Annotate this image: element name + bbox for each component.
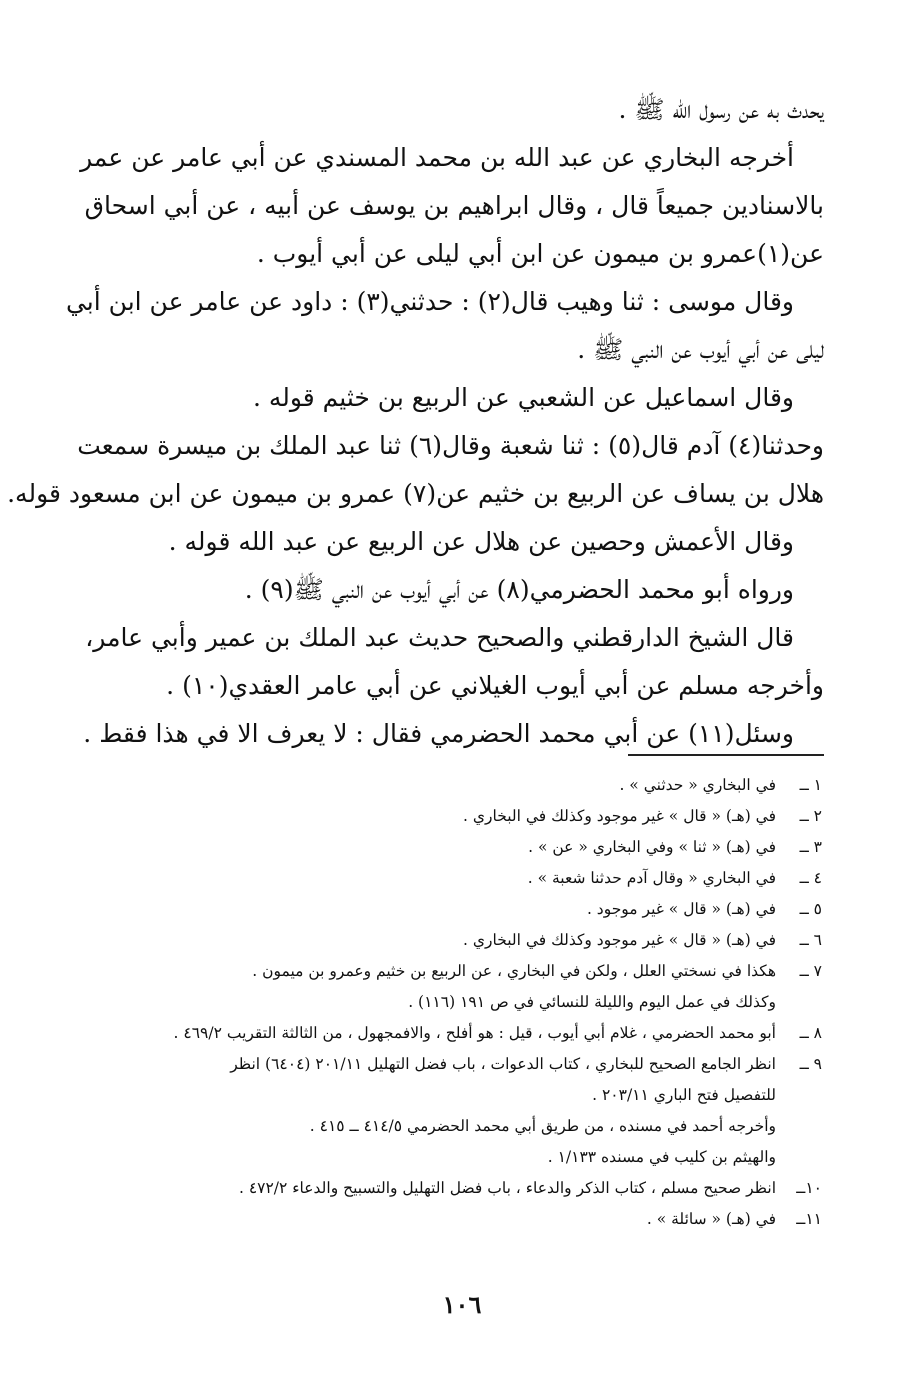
footnote-text: للتفصيل فتح الباري ٢٠٣/١١ .	[592, 1086, 776, 1104]
footnote-text: في (هـ) « سائلة » .	[646, 1210, 776, 1228]
footnote-continuation	[100, 987, 822, 1018]
footnote-text: في البخاري « وقال آدم حدثنا شعبة » .	[527, 869, 776, 887]
footnote-text: والهيثم بن كليب في مسنده ١/١٣٣ .	[547, 1148, 776, 1166]
footnote	[100, 770, 822, 801]
text-line: هلال بن يساف عن الربيع بن خثيم عن(٧) عمرو بن ميمون عن ابن مسعود قوله.	[7, 479, 824, 508]
text-line: يحدث به عن رسول الله ﷺ .	[618, 95, 824, 124]
main-text	[7, 86, 824, 758]
footnote-number: ٩ ــ	[799, 1055, 822, 1073]
footnote-text: في (هـ) « ثنا » وفي البخاري « عن » .	[528, 838, 776, 856]
footnote	[100, 894, 822, 925]
footnote-number: ٧ ــ	[799, 962, 822, 980]
text-line: وقال موسى : ثنا وهيب قال(٢) : حدثني(٣) : داود عن عامر عن ابن أبي	[65, 287, 794, 316]
footnote	[100, 925, 822, 956]
footnote-divider	[628, 754, 824, 756]
footnote-text: وكذلك في عمل اليوم والليلة للنسائي في ص ١٩١ (١١٦) .	[408, 993, 776, 1011]
footnote-number: ٨ ــ	[799, 1024, 822, 1042]
page-number: ١٠٦	[442, 1290, 482, 1319]
text-line: بالاسنادين جميعاً قال ، وقال ابراهيم بن يوسف عن أبيه ، عن أبي اسحاق	[84, 191, 824, 220]
footnotes	[100, 770, 822, 1235]
text-line: قال الشيخ الدارقطني والصحيح حديث عبد الملك بن عمير وأبي عامر،	[85, 623, 794, 652]
footnote	[100, 1018, 822, 1049]
footnote-number: ٦ ــ	[799, 931, 822, 949]
footnote-text: انظر الجامع الصحيح للبخاري ، كتاب الدعوات ، باب فضل التهليل ٢٠١/١١ (٦٤٠٤) انظر	[230, 1055, 776, 1073]
footnote-text: أبو محمد الحضرمي ، غلام أبي أيوب ، قيل : هو أفلح ، والافمجهول ، من الثالثة التقريب ٤٦٩/٢ .	[173, 1024, 776, 1042]
footnote-text: في (هـ) « قال » غير موجود وكذلك في البخاري .	[463, 931, 776, 949]
footnote-continuation	[100, 1111, 822, 1142]
footnote-continuation	[100, 1142, 822, 1173]
text-line: ليلى عن أبي أيوب عن النبي ﷺ .	[577, 335, 824, 364]
footnote-text: هكذا في نسختي العلل ، ولكن في البخاري ، عن الربيع بن خثيم وعمرو بن ميمون .	[252, 962, 776, 980]
footnote-number: ٣ ــ	[799, 838, 822, 856]
footnote	[100, 1204, 822, 1235]
footnote-text: في (هـ) « قال » غير موجود وكذلك في البخاري .	[463, 807, 776, 825]
footnote	[100, 863, 822, 894]
footnote-text: وأخرجه أحمد في مسنده ، من طريق أبي محمد الحضرمي ٤١٤/٥ ــ ٤١٥ .	[309, 1117, 776, 1135]
text-line: وحدثنا(٤) آدم قال(٥) : ثنا شعبة وقال(٦) ثنا عبد الملك بن ميسرة سمعت	[77, 431, 824, 460]
footnote-continuation	[100, 1080, 822, 1111]
footnote-number: ٤ ــ	[799, 869, 822, 887]
text-line: عن(١)عمرو بن ميمون عن ابن أبي ليلى عن أبي أيوب .	[256, 239, 824, 268]
text-line: أخرجه البخاري عن عبد الله بن محمد المسندي عن أبي عامر عن عمر	[80, 143, 794, 172]
footnote	[100, 801, 822, 832]
footnote-number: ٢ ــ	[799, 807, 822, 825]
footnote-number: ٥ ــ	[799, 900, 822, 918]
footnote-number: ١١ــ	[796, 1210, 822, 1228]
footnote	[100, 832, 822, 863]
footnote	[100, 956, 822, 987]
footnote-text: في (هـ) « قال » غير موجود .	[586, 900, 776, 918]
text-line: وأخرجه مسلم عن أبي أيوب الغيلاني عن أبي عامر العقدي(١٠) .	[166, 671, 824, 700]
footnote	[100, 1049, 822, 1080]
footnote-number: ١٠ــ	[796, 1179, 822, 1197]
footnote-text: انظر صحيح مسلم ، كتاب الذكر والدعاء ، باب فضل التهليل والتسبيح والدعاء ٤٧٢/٢ .	[238, 1179, 776, 1197]
text-line: وسئل(١١) عن أبي محمد الحضرمي فقال : لا يعرف الا في هذا فقط .	[83, 719, 794, 748]
text-line: وقال اسماعيل عن الشعبي عن الربيع بن خثيم قوله .	[252, 383, 794, 412]
footnote-text: في البخاري « حدثني » .	[619, 776, 776, 794]
text-line: ورواه أبو محمد الحضرمي(٨) عن أبي أيوب عن النبي ﷺ(٩) .	[244, 575, 794, 604]
footnote	[100, 1173, 822, 1204]
text-line: وقال الأعمش وحصين عن هلال عن الربيع عن عبد الله قوله .	[168, 527, 794, 556]
footnote-number: ١ ــ	[799, 776, 822, 794]
